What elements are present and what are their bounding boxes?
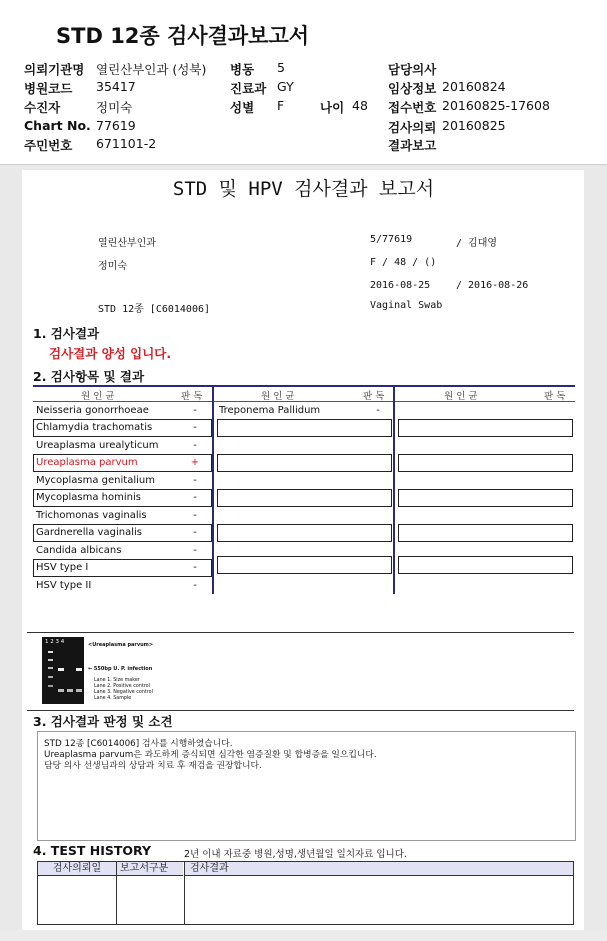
empty-result-box: [217, 524, 392, 542]
opinion-line: 담당 의사 선생님과의 상담과 치료 후 재검을 권장합니다.: [44, 761, 262, 771]
gel-band: [48, 659, 53, 661]
organism-name: Ureaplasma urealyticum: [36, 440, 159, 451]
history-col-divider: [184, 862, 185, 924]
organism-result: -: [193, 440, 197, 451]
empty-result-box: [398, 489, 573, 507]
organism-result: -: [376, 405, 380, 416]
header-value-sex: F: [277, 98, 285, 113]
organism-result: -: [193, 527, 197, 538]
divider-line: [27, 710, 574, 711]
organism-name-positive: Ureaplasma parvum: [36, 457, 138, 468]
gel-band: [67, 689, 73, 692]
header-label-doctor: 담당의사: [388, 62, 437, 77]
column-header-result: 판 독: [544, 391, 566, 402]
report-ward-chart: 5/77619: [370, 234, 413, 245]
gel-electrophoresis-image: [42, 637, 84, 704]
header-value-institution: 열린산부인과 (성북): [96, 62, 207, 77]
organism-result: -: [193, 422, 197, 433]
section4-heading: 4. TEST HISTORY: [33, 843, 152, 858]
empty-result-box: [217, 419, 392, 437]
header-label-institution: 의뢰기관명: [24, 62, 85, 77]
header-value-patient: 정미숙: [96, 100, 133, 115]
organism-name: Mycoplasma genitalium: [36, 475, 155, 486]
organism-name: Treponema Pallidum: [219, 405, 321, 416]
organism-name: Trichomonas vaginalis: [36, 510, 147, 521]
report-title: STD 및 HPV 검사결과 보고서: [172, 178, 435, 200]
gel-band: [58, 668, 64, 671]
column-divider: [212, 386, 214, 594]
header-label-hospital-code: 병원코드: [24, 81, 73, 96]
column-header-organism: 원 인 균: [444, 391, 478, 402]
empty-result-box: [217, 556, 392, 574]
gel-legend-item: Lane 4. Sample: [94, 696, 132, 701]
empty-result-box: [398, 454, 573, 472]
gel-band: [48, 676, 53, 678]
section3-heading: 3. 검사결과 판정 및 소견: [33, 714, 173, 729]
column-header-3: [394, 385, 575, 402]
opinion-box: [37, 731, 576, 841]
empty-result-box: [398, 419, 573, 437]
column-header-2: [213, 385, 394, 402]
history-col-divider: [116, 862, 117, 924]
report-test-code: STD 12종 [C6014006]: [98, 304, 211, 315]
page-title: STD 12종 검사결과보고서: [56, 24, 310, 48]
organism-result: -: [193, 475, 197, 486]
column-header-organism: 원 인 균: [81, 391, 115, 402]
gel-lane-numbers: 1 2 3 4: [45, 639, 65, 645]
gel-band: [48, 667, 53, 669]
gel-band: [76, 668, 82, 671]
report-hospital: 열린산부인과: [98, 238, 156, 249]
organism-name: Mycoplasma hominis: [36, 492, 141, 503]
gel-legend-item: Lane 1. Size maker: [94, 678, 140, 683]
empty-result-box: [398, 524, 573, 542]
report-date-report: / 2016-08-26: [456, 280, 529, 291]
organism-result: -: [193, 492, 197, 503]
history-col-result: 검사결과: [185, 862, 573, 876]
history-note: 2년 이내 자료중 병원,성명,생년월일 일치자료 입니다.: [184, 849, 407, 860]
history-col-request-date: 검사의뢰일: [38, 862, 116, 876]
header-value-resident-no: 671101-2: [96, 136, 157, 151]
header-value-chart-no: 77619: [96, 118, 136, 133]
gel-band-label: ← 550bp U. P. infection: [88, 666, 153, 672]
organism-name: Candida albicans: [36, 545, 122, 556]
report-header: [0, 0, 607, 165]
column-divider: [393, 386, 395, 594]
gel-band: [48, 685, 53, 687]
history-col-report-type: 보고서구분: [117, 862, 183, 876]
header-label-resident-no: 주민번호: [24, 138, 73, 153]
organism-name: HSV type I: [36, 562, 89, 573]
header-label-patient: 수진자: [24, 100, 61, 115]
header-label-sex: 성별: [230, 100, 255, 115]
header-value-age: 48: [352, 98, 368, 113]
organism-name: HSV type II: [36, 580, 92, 591]
header-value-ward: 5: [277, 60, 285, 75]
empty-result-box: [398, 556, 573, 574]
organism-result: -: [193, 580, 197, 591]
gel-title: <Ureaplasma parvum>: [88, 642, 154, 648]
column-header-result: 판 독: [181, 391, 203, 402]
section1-heading: 1. 검사결과: [33, 326, 100, 341]
report-specimen: Vaginal Swab: [370, 300, 443, 311]
header-label-receipt-no: 접수번호: [388, 100, 437, 115]
report-patient: 정미숙: [98, 261, 127, 272]
header-label-chart-no: Chart No.: [24, 118, 91, 133]
gel-band: [76, 689, 82, 692]
opinion-line: STD 12종 [C6014006] 검사를 시행하였습니다.: [44, 739, 233, 749]
header-value-department: GY: [277, 79, 294, 94]
divider-line: [27, 632, 574, 633]
organism-result: -: [193, 405, 197, 416]
gel-legend-item: Lane 2. Positive control: [94, 684, 150, 689]
gel-band: [58, 689, 64, 692]
header-value-request-date: 20160825: [442, 118, 506, 133]
column-header-result: 판 독: [363, 391, 385, 402]
empty-result-box: [217, 489, 392, 507]
header-label-report-date: 결과보고: [388, 138, 437, 153]
report-sex-age: F / 48 / (): [370, 257, 437, 268]
header-value-hospital-code: 35417: [96, 79, 136, 94]
organism-name: Chlamydia trachomatis: [36, 422, 153, 433]
organism-name: Gardnerella vaginalis: [36, 527, 142, 538]
organism-result: -: [193, 510, 197, 521]
organism-result-positive: +: [190, 457, 200, 468]
section2-heading: 2. 검사항목 및 결과: [33, 369, 145, 384]
header-value-clinical-info: 20160824: [442, 79, 506, 94]
organism-result: -: [193, 545, 197, 556]
bottom-strip: [0, 930, 607, 941]
empty-result-box: [217, 454, 392, 472]
report-doctor: / 김대영: [456, 238, 498, 249]
column-header-1: [33, 385, 213, 402]
organism-name: Neisseria gonorrhoeae: [36, 405, 149, 416]
report-date-request: 2016-08-25: [370, 280, 431, 291]
history-table: [37, 861, 574, 925]
gel-legend-item: Lane 3. Negative control: [94, 690, 153, 695]
header-label-ward: 병동: [230, 62, 255, 77]
opinion-line: Ureaplasma parvum은 과도하게 증식되면 심각한 염증질환 및 합병증을 일으킵니다.: [44, 750, 377, 760]
header-value-receipt-no: 20160825-17608: [442, 98, 550, 113]
column-header-organism: 원 인 균: [261, 391, 295, 402]
organism-result: -: [193, 562, 197, 573]
gel-band: [48, 651, 53, 653]
header-label-request-date: 검사의뢰: [388, 120, 437, 135]
header-label-clinical-info: 임상정보: [388, 81, 437, 96]
header-label-department: 진료과: [230, 81, 267, 96]
header-label-age: 나이: [320, 100, 345, 115]
result-positive-text: 검사결과 양성 입니다.: [49, 346, 172, 361]
